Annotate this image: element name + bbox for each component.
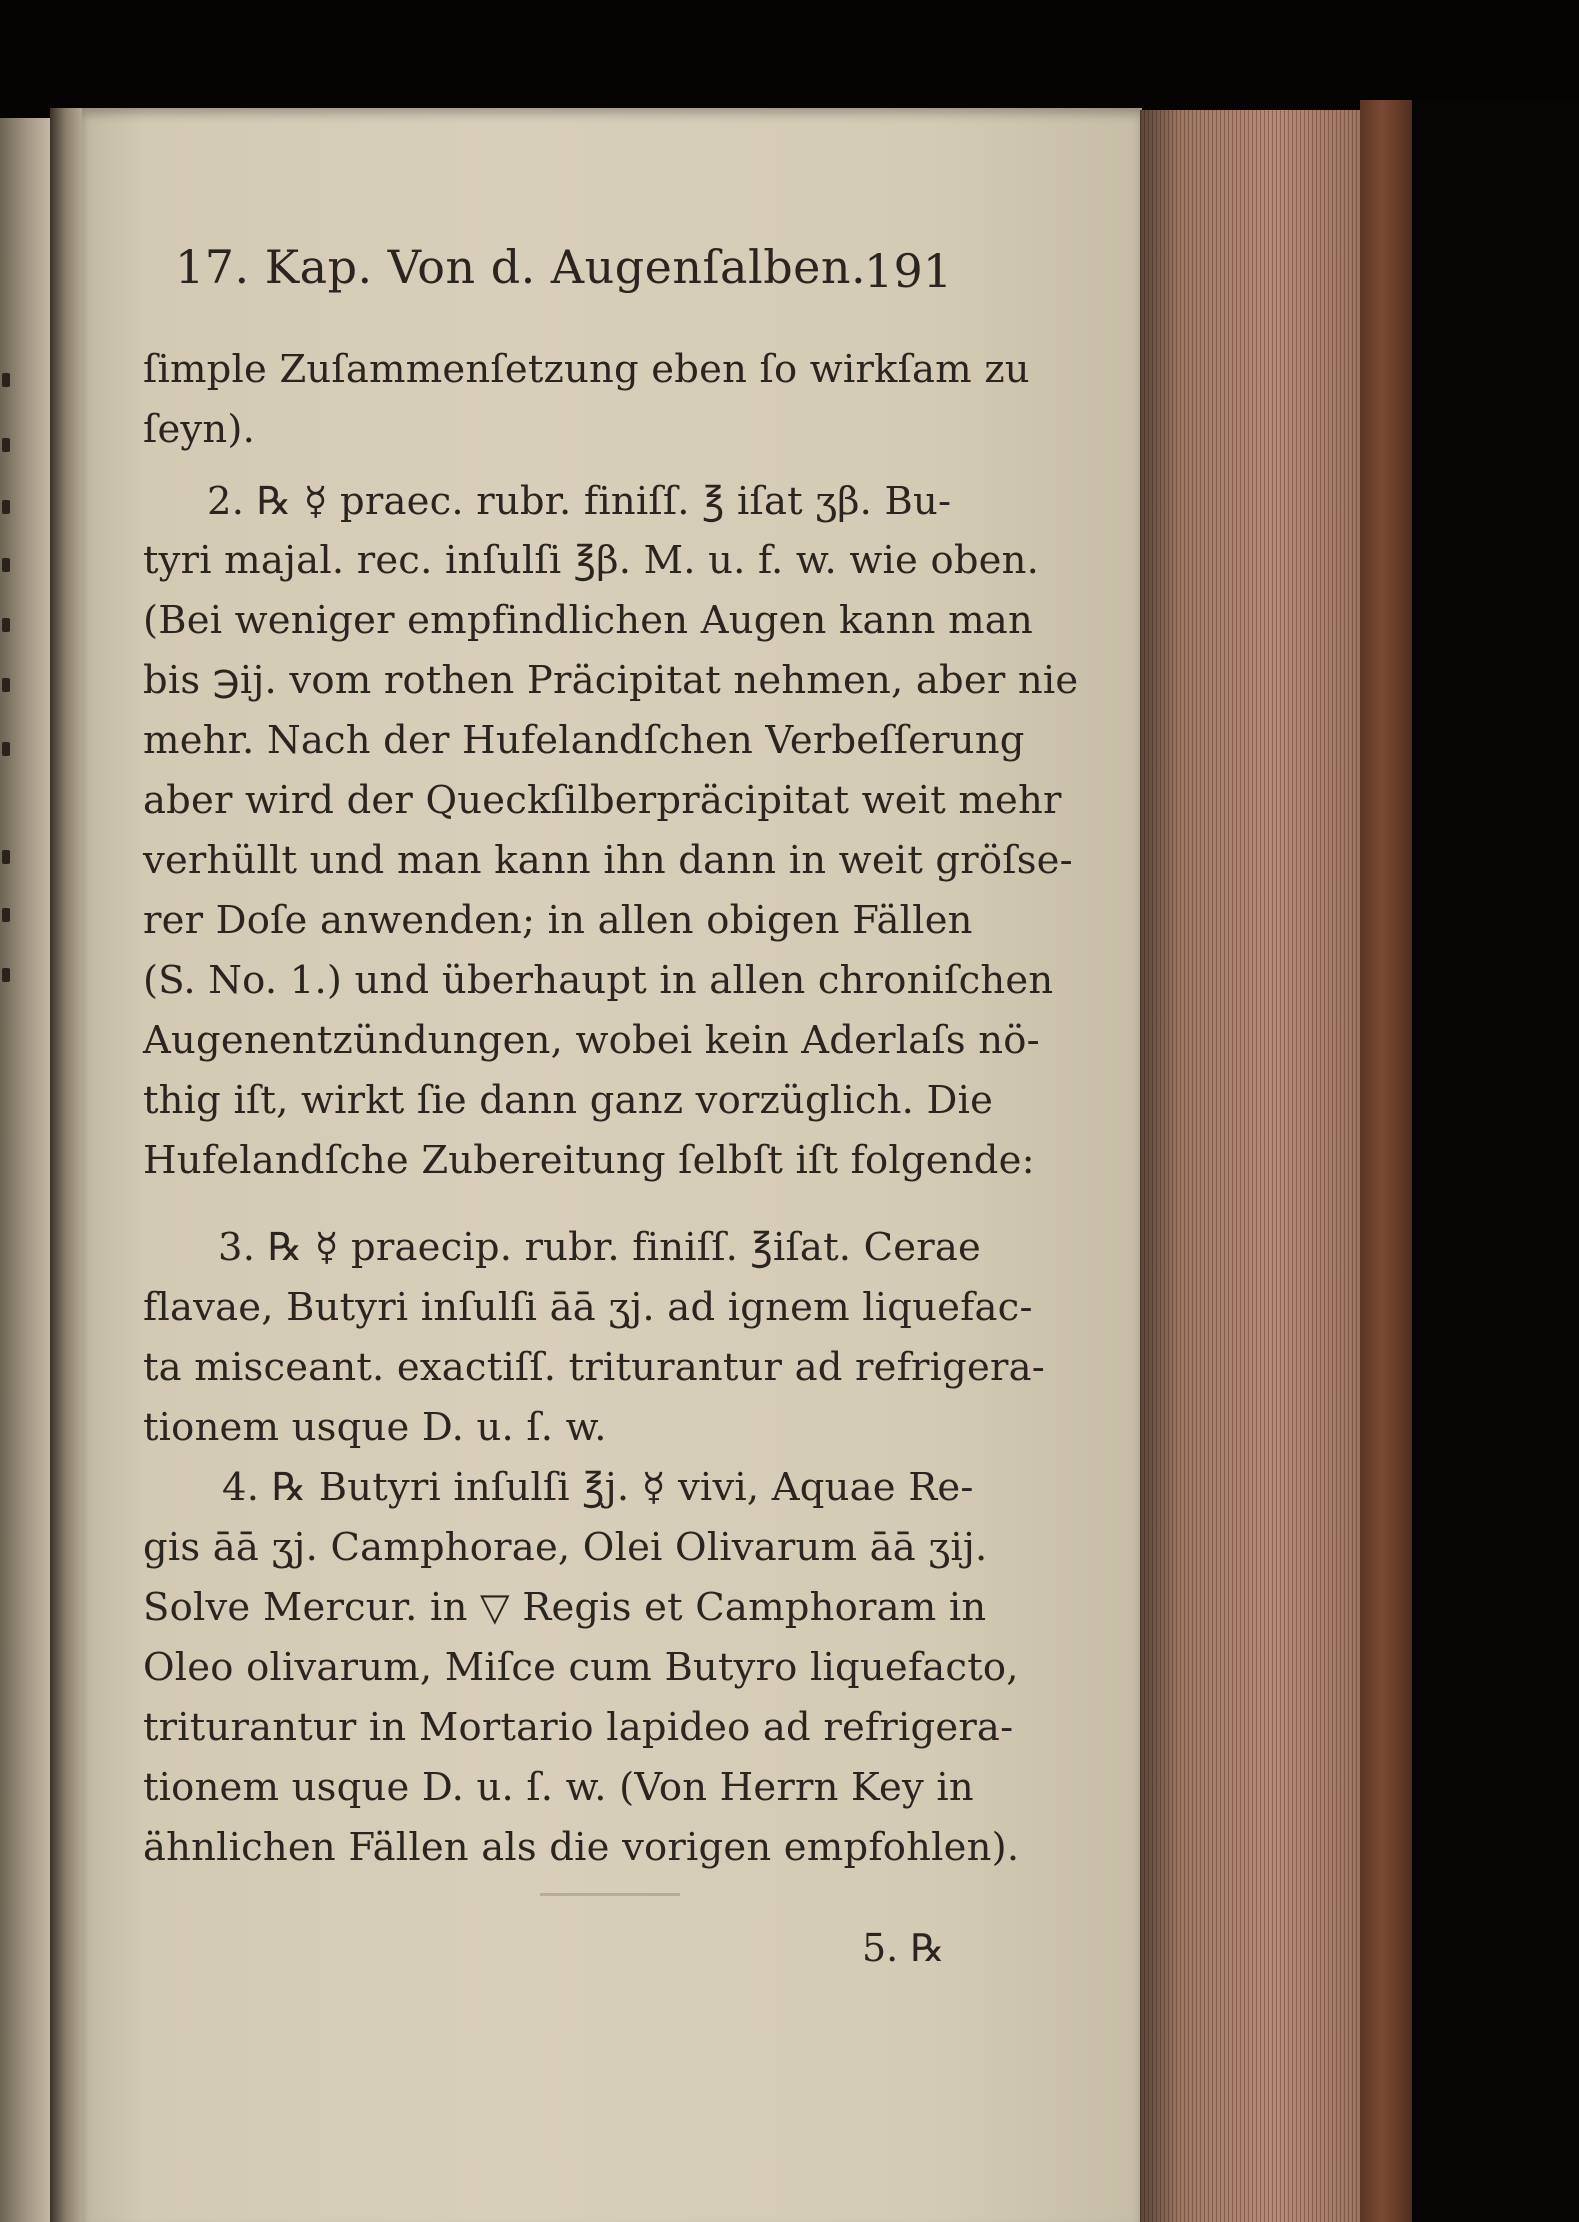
previous-page-text-fragment [2, 373, 10, 387]
text-line: verhüllt und man kann ihn dann in weit gröſse- [143, 838, 1073, 883]
previous-page-text-fragment [2, 850, 10, 864]
previous-page-text-fragment [2, 742, 10, 756]
text-line: thig iſt, wirkt ſie dann ganz vorzüglich. Die [143, 1078, 994, 1123]
text-line: flavae, Butyri inſulſi āā ʒj. ad ignem liquefac- [143, 1285, 1033, 1330]
text-line: tionem usque D. u. ſ. w. [143, 1405, 607, 1450]
text-line: ähnlichen Fällen als die vorigen empfohlen). [143, 1825, 1020, 1870]
previous-page-text-fragment [2, 618, 10, 632]
text-line: 4. ℞ Butyri inſulſi ℥j. ☿ vivi, Aquae Re- [222, 1465, 974, 1510]
running-head: 17. Kap. Von d. Augenſalben. [175, 240, 867, 294]
previous-page-text-fragment [2, 438, 10, 452]
background [1412, 100, 1579, 2222]
text-line: tyri majal. rec. inſulſi ℥β. M. u. f. w. wie oben. [143, 538, 1040, 583]
previous-page-text-fragment [2, 678, 10, 692]
text-line: Hufelandſche Zubereitung ſelbſt iſt folgende: [143, 1138, 1035, 1183]
text-line: Solve Mercur. in ▽ Regis et Camphoram in [143, 1585, 987, 1630]
text-line: mehr. Nach der Hufelandſchen Verbeſſerung [143, 718, 1025, 763]
page-edge-shadow [1140, 110, 1180, 2222]
text-line: 3. ℞ ☿ praecip. rubr. finiſſ. ℥iſat. Cerae [218, 1225, 982, 1270]
previous-page-text-fragment [2, 968, 10, 982]
text-line: (Bei weniger empfindlichen Augen kann man [143, 598, 1033, 643]
catchword: 5. ℞ [862, 1926, 945, 1970]
text-line: 2. ℞ ☿ praec. rubr. finiſſ. ℥ iſat ʒβ. Bu- [207, 479, 952, 524]
ink-smudge [540, 1893, 680, 1896]
text-line: Augenentzündungen, wobei kein Aderlaſs nö- [143, 1018, 1040, 1063]
text-line: aber wird der Queckſilberpräcipitat weit mehr [143, 778, 1062, 823]
text-line: bis ℈ij. vom rothen Präcipitat nehmen, aber nie [143, 658, 1079, 703]
text-line: rer Doſe anwenden; in allen obigen Fällen [143, 898, 973, 943]
previous-page-text-fragment [2, 908, 10, 922]
text-line: triturantur in Mortario lapideo ad refrigera- [143, 1705, 1014, 1750]
text-line: ſeyn). [143, 407, 256, 452]
text-line: gis āā ʒj. Camphorae, Olei Olivarum āā ʒij. [143, 1525, 988, 1570]
text-line: Oleo olivarum, Miſce cum Butyro liquefacto, [143, 1645, 1019, 1690]
text-line: tionem usque D. u. ſ. w. (Von Herrn Key in [143, 1765, 974, 1810]
text-line: (S. No. 1.) und überhaupt in allen chroniſchen [143, 958, 1054, 1003]
previous-page-text-fragment [2, 558, 10, 572]
text-line: ſimple Zuſammenſetzung eben ſo wirkſam zu [143, 347, 1030, 392]
text-line: ta misceant. exactiſſ. triturantur ad refrigera- [143, 1345, 1045, 1390]
page-number: 191 [864, 244, 953, 298]
book-cover-board [1360, 100, 1415, 2222]
previous-page-text-fragment [2, 500, 10, 514]
